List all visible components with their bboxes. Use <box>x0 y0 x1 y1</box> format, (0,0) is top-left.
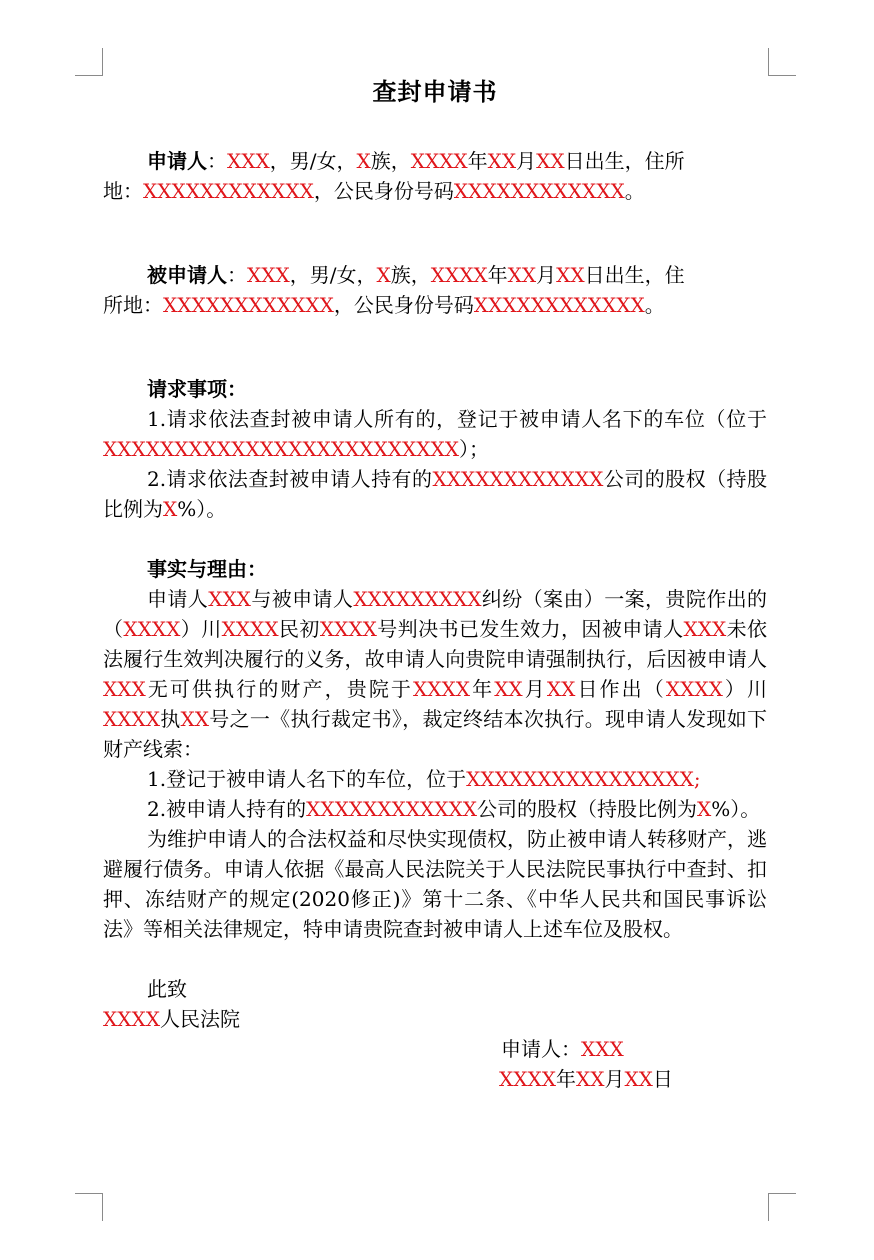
closing-court: XXXX人民法院 <box>103 1007 240 1031</box>
crop-mark-bottom-left <box>75 1193 103 1221</box>
applicant-label: 申请人 <box>147 149 207 173</box>
closing-salute: 此致 <box>147 977 187 1001</box>
facts-clue-1: 1.登记于被申请人名下的车位，位于XXXXXXXXXXXXXXXX; <box>147 767 701 791</box>
facts-heading: 事实与理由： <box>147 557 267 581</box>
respondent-line-2: 所地：XXXXXXXXXXXX，公民身份号码XXXXXXXXXXXX。 <box>103 293 665 317</box>
closing-date: XXXX年XX月XX日 <box>499 1067 673 1091</box>
facts-clue-2: 2.被申请人持有的XXXXXXXXXXXX公司的股权（持股比例为X%）。 <box>147 797 761 821</box>
document-body <box>103 70 767 1094</box>
facts-paragraph-2: 为维护申请人的合法权益和尽快实现债权，防止被申请人转移财产，逃避履行债务。申请人依据《最高人民法院关于人民法院民事执行中查封、扣押、冻结财产的规定(2020修正)》第十二条、《中华人民共和国民事诉讼法》等相关法律规定，特申请贵院查封被申请人上述车位及股权。 <box>103 827 767 941</box>
respondent-label: 被申请人 <box>147 263 227 287</box>
crop-mark-top-left <box>75 48 103 76</box>
document-title: 查封申请书 <box>372 77 498 106</box>
facts-paragraph-1: 申请人XXX与被申请人XXXXXXXXX纠纷（案由）一案，贵院作出的（XXXX）川XXXX民初XXXX号判决书已发生效力，因被申请人XXX未依法履行生效判决履行的义务，故申请人向贵院申请强制执行，后因被申请人XXX无可供执行的财产，贵院于XXXX年XX月XX日作出（XXXX）川XXXX执XX号之一《执行裁定书》，裁定终结本次执行。现申请人发现如下财产线索： <box>103 587 768 761</box>
request-item-1: 1.请求依法查封被申请人所有的，登记于被申请人名下的车位（位于XXXXXXXXXXXXXXXXXXXXXXXXX）； <box>103 407 767 461</box>
crop-mark-top-right <box>768 48 796 76</box>
request-item-2: 2.请求依法查封被申请人持有的XXXXXXXXXXXX公司的股权（持股比例为X%）。 <box>103 467 767 521</box>
closing-signer: 申请人：XXX <box>501 1037 624 1061</box>
crop-mark-bottom-right <box>768 1193 796 1221</box>
requests-heading: 请求事项： <box>147 377 247 401</box>
applicant-line-2: 地：XXXXXXXXXXXX，公民身份号码XXXXXXXXXXXX。 <box>103 179 645 203</box>
applicant-line-1: 申请人：XXX，男/女，X族，XXXX年XX月XX日出生，住所 <box>147 149 685 173</box>
respondent-line-1: 被申请人：XXX，男/女，X族，XXXX年XX月XX日出生，住 <box>147 263 685 287</box>
